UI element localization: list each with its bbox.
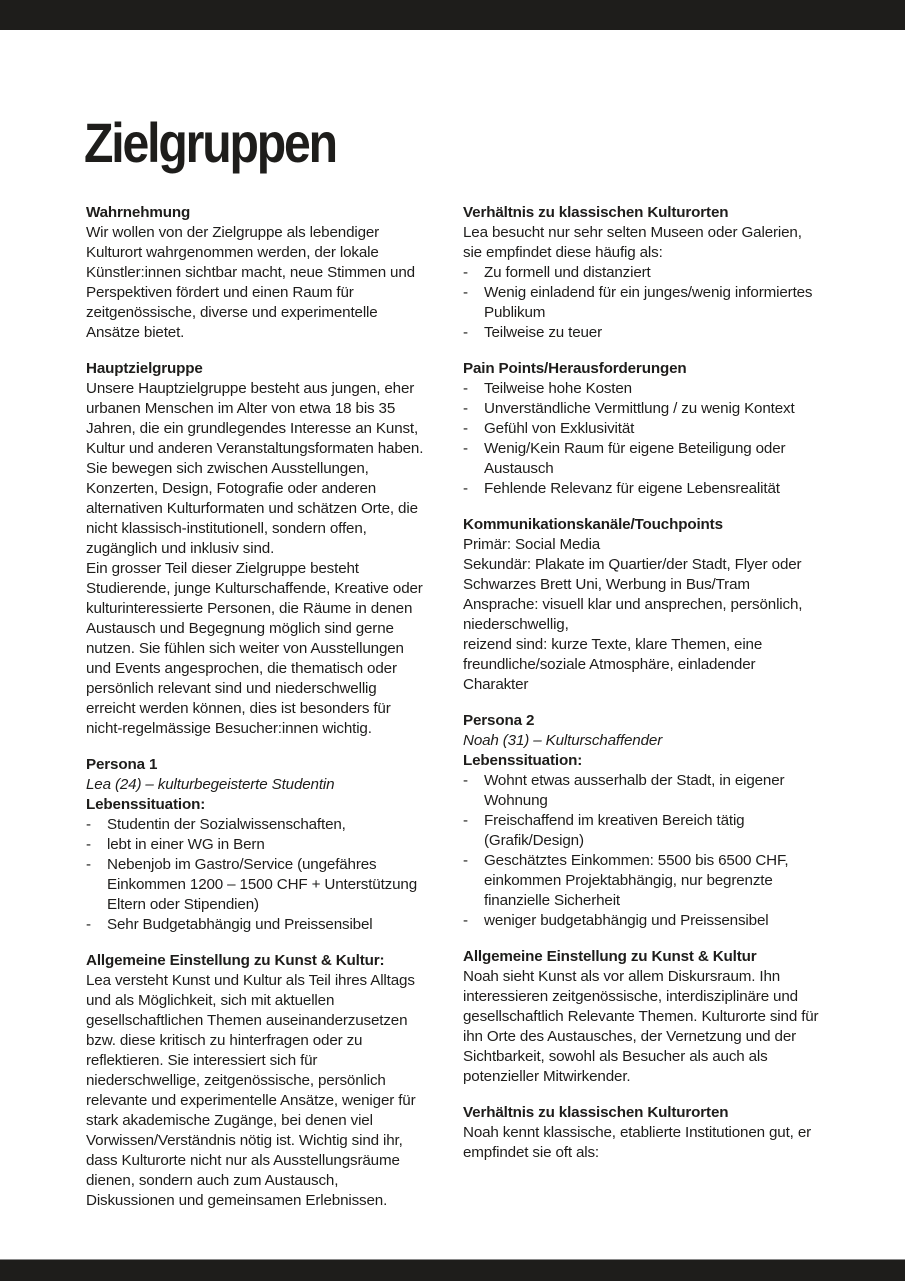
section-persona-2 [463,711,823,931]
section-paragraph: Unsere Hauptzielgruppe besteht aus jungen, eher urbanen Menschen im Alter von etwa 18 bis 35 Jahren, die ein grundlegendes Interesse an Kunst, Kultur und anderen Veranstaltungsformaten haben. Sie bewegen sich zwischen Ausstellungen, Konzerten, Design, Fotografie oder anderen alternativen Kulturformaten und schätzen Orte, die nicht klassisch-institutionell, sondern offen, zugänglich und inklusiv sind. [86,380,424,557]
section-kommunikationskanaele [463,515,823,695]
section-wahrnehmung [86,203,426,343]
section-heading: Kommunikationskanäle/Touchpoints [463,516,723,533]
section-heading: Verhältnis zu klassischen Kulturorten [463,1104,729,1121]
section-heading: Allgemeine Einstellung zu Kunst & Kultur: [86,952,385,969]
channel-line: Ansprache: visuell klar und ansprechen, persönlich, niederschwellig, [463,596,803,633]
section-persona-1 [86,755,426,935]
list-item: - Sehr Budgetabhängig und Preissensibel [86,915,426,935]
persona-subtitle: Noah (31) – Kulturschaffender [463,732,663,749]
list-item: - Nebenjob im Gastro/Service (ungefähres Einkommen 1200 – 1500 CHF + Unterstützung Eltern oder Stipendien) [86,855,426,915]
life-situation-list [86,815,426,935]
section-heading: Pain Points/Herausforderungen [463,360,687,377]
section-verhaeltnis-1 [463,203,823,343]
section-pain-points [463,359,823,499]
right-column [463,203,823,1179]
section-hauptzielgruppe [86,359,426,739]
list-item: - Teilweise hohe Kosten [463,379,823,399]
list-item: - Freischaffend im kreativen Bereich tätig (Grafik/Design) [463,811,823,851]
list-item: - Studentin der Sozialwissenschaften, [86,815,426,835]
section-text: Lea versteht Kunst und Kultur als Teil ihres Alltags und als Möglichkeit, sich mit aktuellen gesellschaftlichen Themen auseinanderzusetzen bzw. diese kritisch zu hinterfragen oder zu reflektieren. Sie interessiert sich für niederschwellige, zeitgenössische, persönlich relevante und experimentelle Ansätze, weniger für stark akademische Zugänge, bei denen viel Vorwissen/Verständnis nötig ist. Wichtig sind ihr, dass Kulturorte nicht nur als Ausstellungsräume dienen, sondern auch zum Austausch, Diskussionen und gemeinsamen Erlebnissen. [86,972,416,1209]
list-item: - Teilweise zu teuer [463,323,823,343]
section-paragraph: Ein grosser Teil dieser Zielgruppe besteht Studierende, junge Kulturschaffende, Kreative oder kulturinteressierte Personen, die Räume in denen Austausch und Begegnung möglich sind gerne nutzen. Sie fühlen sich weiter von Ausstellungen und Events angesprochen, die thematisch oder persönlich relevant sind und niederschwellig erreicht werden können, dies ist besonders für nicht-regelmässige Besucher:innen wichtig. [86,560,423,737]
section-text: Noah sieht Kunst als vor allem Diskursraum. Ihn interessieren zeitgenössische, interdisziplinäre und gesellschaftlich Relevante Themen. Kulturorte sind für ihn Orte des Austausches, der Vernetzung und der Sichtbarkeit, sowohl als Besucher als auch als potenzieller Mitwirkender. [463,968,819,1085]
section-text: Noah kennt klassische, etablierte Institutionen gut, er empfindet sie oft als: [463,1124,812,1161]
life-situation-list [463,771,823,931]
left-column [86,203,426,1227]
list-item: - Wohnt etwas ausserhalb der Stadt, in eigener Wohnung [463,771,823,811]
persona-subtitle: Lea (24) – kulturbegeisterte Studentin [86,776,335,793]
top-bar [0,0,905,30]
list-item: - Wenig einladend für ein junges/wenig informiertes Publikum [463,283,823,323]
channel-line: Primär: Social Media [463,536,601,553]
list-item: - lebt in einer WG in Bern [86,835,426,855]
section-heading: Hauptzielgruppe [86,360,203,377]
list-item: - Wenig/Kein Raum für eigene Beteiligung oder Austausch [463,439,823,479]
pain-points-list [463,379,823,499]
page-title: Zielgruppen [84,111,336,174]
section-heading: Wahrnehmung [86,204,191,221]
life-situation-heading: Lebenssituation: [463,752,583,769]
section-einstellung-1 [86,951,426,1211]
section-verhaeltnis-2 [463,1103,823,1163]
section-heading: Verhältnis zu klassischen Kulturorten [463,204,729,221]
section-text: Lea besucht nur sehr selten Museen oder Galerien, sie empfindet diese häufig als: [463,224,802,261]
life-situation-heading: Lebenssituation: [86,796,206,813]
section-einstellung-2 [463,947,823,1087]
perception-list [463,263,823,343]
channel-line: Sekundär: Plakate im Quartier/der Stadt, Flyer oder Schwarzes Brett Uni, Werbung in Bus/Tram [463,556,802,593]
list-item: - Zu formell und distanziert [463,263,823,283]
channel-line: reizend sind: kurze Texte, klare Themen, eine freundliche/soziale Atmosphäre, einladender Charakter [463,636,763,693]
persona-heading: Persona 1 [86,756,158,773]
bottom-bar [0,1259,905,1281]
persona-heading: Persona 2 [463,712,535,729]
list-item: - Gefühl von Exklusivität [463,419,823,439]
section-text: Wir wollen von der Zielgruppe als lebendiger Kulturort wahrgenommen werden, der lokale Künstler:innen sichtbar macht, neue Stimmen und Perspektiven fördert und einen Raum für zeitgenössische, diverse und experimentelle Ansätze bietet. [86,224,415,341]
section-heading: Allgemeine Einstellung zu Kunst & Kultur [463,948,757,965]
list-item: - weniger budgetabhängig und Preissensibel [463,911,823,931]
list-item: - Fehlende Relevanz für eigene Lebensrealität [463,479,823,499]
list-item: - Unverständliche Vermittlung / zu wenig Kontext [463,399,823,419]
list-item: - Geschätztes Einkommen: 5500 bis 6500 CHF, einkommen Projektabhängig, nur begrenzte finanzielle Sicherheit [463,851,823,911]
